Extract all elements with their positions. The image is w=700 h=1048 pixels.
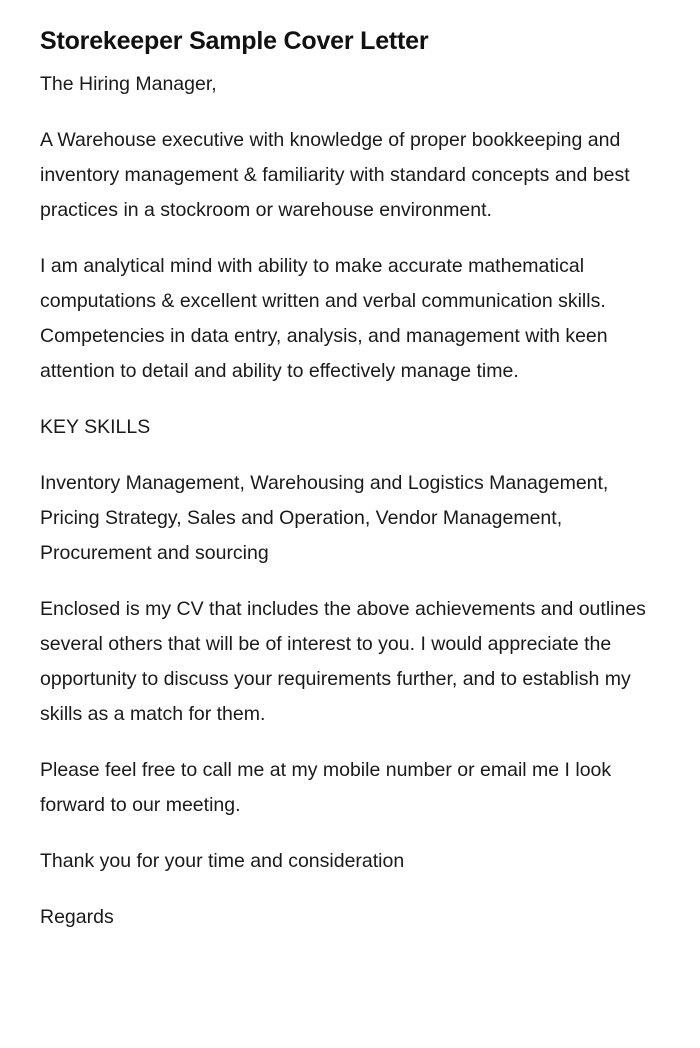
key-skills-heading: KEY SKILLS — [40, 416, 151, 438]
intro-paragraph: A Warehouse executive with knowledge of proper bookkeeping and inventory management & familiarity with standard concepts and best practices in a stockroom or warehouse environment. — [40, 129, 630, 221]
contact-paragraph: Please feel free to call me at my mobile number or email me I look forward to our meeting. — [40, 759, 612, 816]
page-title: Storekeeper Sample Cover Letter — [40, 27, 429, 55]
key-skills-list: Inventory Management, Warehousing and Logistics Management, Pricing Strategy, Sales and Operation, Vendor Management, Procurement and sourcing — [40, 472, 609, 564]
cv-enclosure-paragraph: Enclosed is my CV that includes the above achievements and outlines several others that will be of interest to you. I would appreciate the opportunity to discuss your requirements further, and to establish my skills as a match for them. — [40, 598, 646, 725]
thanks-paragraph: Thank you for your time and consideration — [40, 850, 405, 872]
salutation: The Hiring Manager, — [40, 73, 217, 95]
skills-summary-paragraph: I am analytical mind with ability to make accurate mathematical computations & excellent written and verbal communication skills. Competencies in data entry, analysis, and management with keen attention to detail and ability to effectively manage time. — [40, 255, 608, 382]
closing: Regards — [40, 906, 114, 928]
